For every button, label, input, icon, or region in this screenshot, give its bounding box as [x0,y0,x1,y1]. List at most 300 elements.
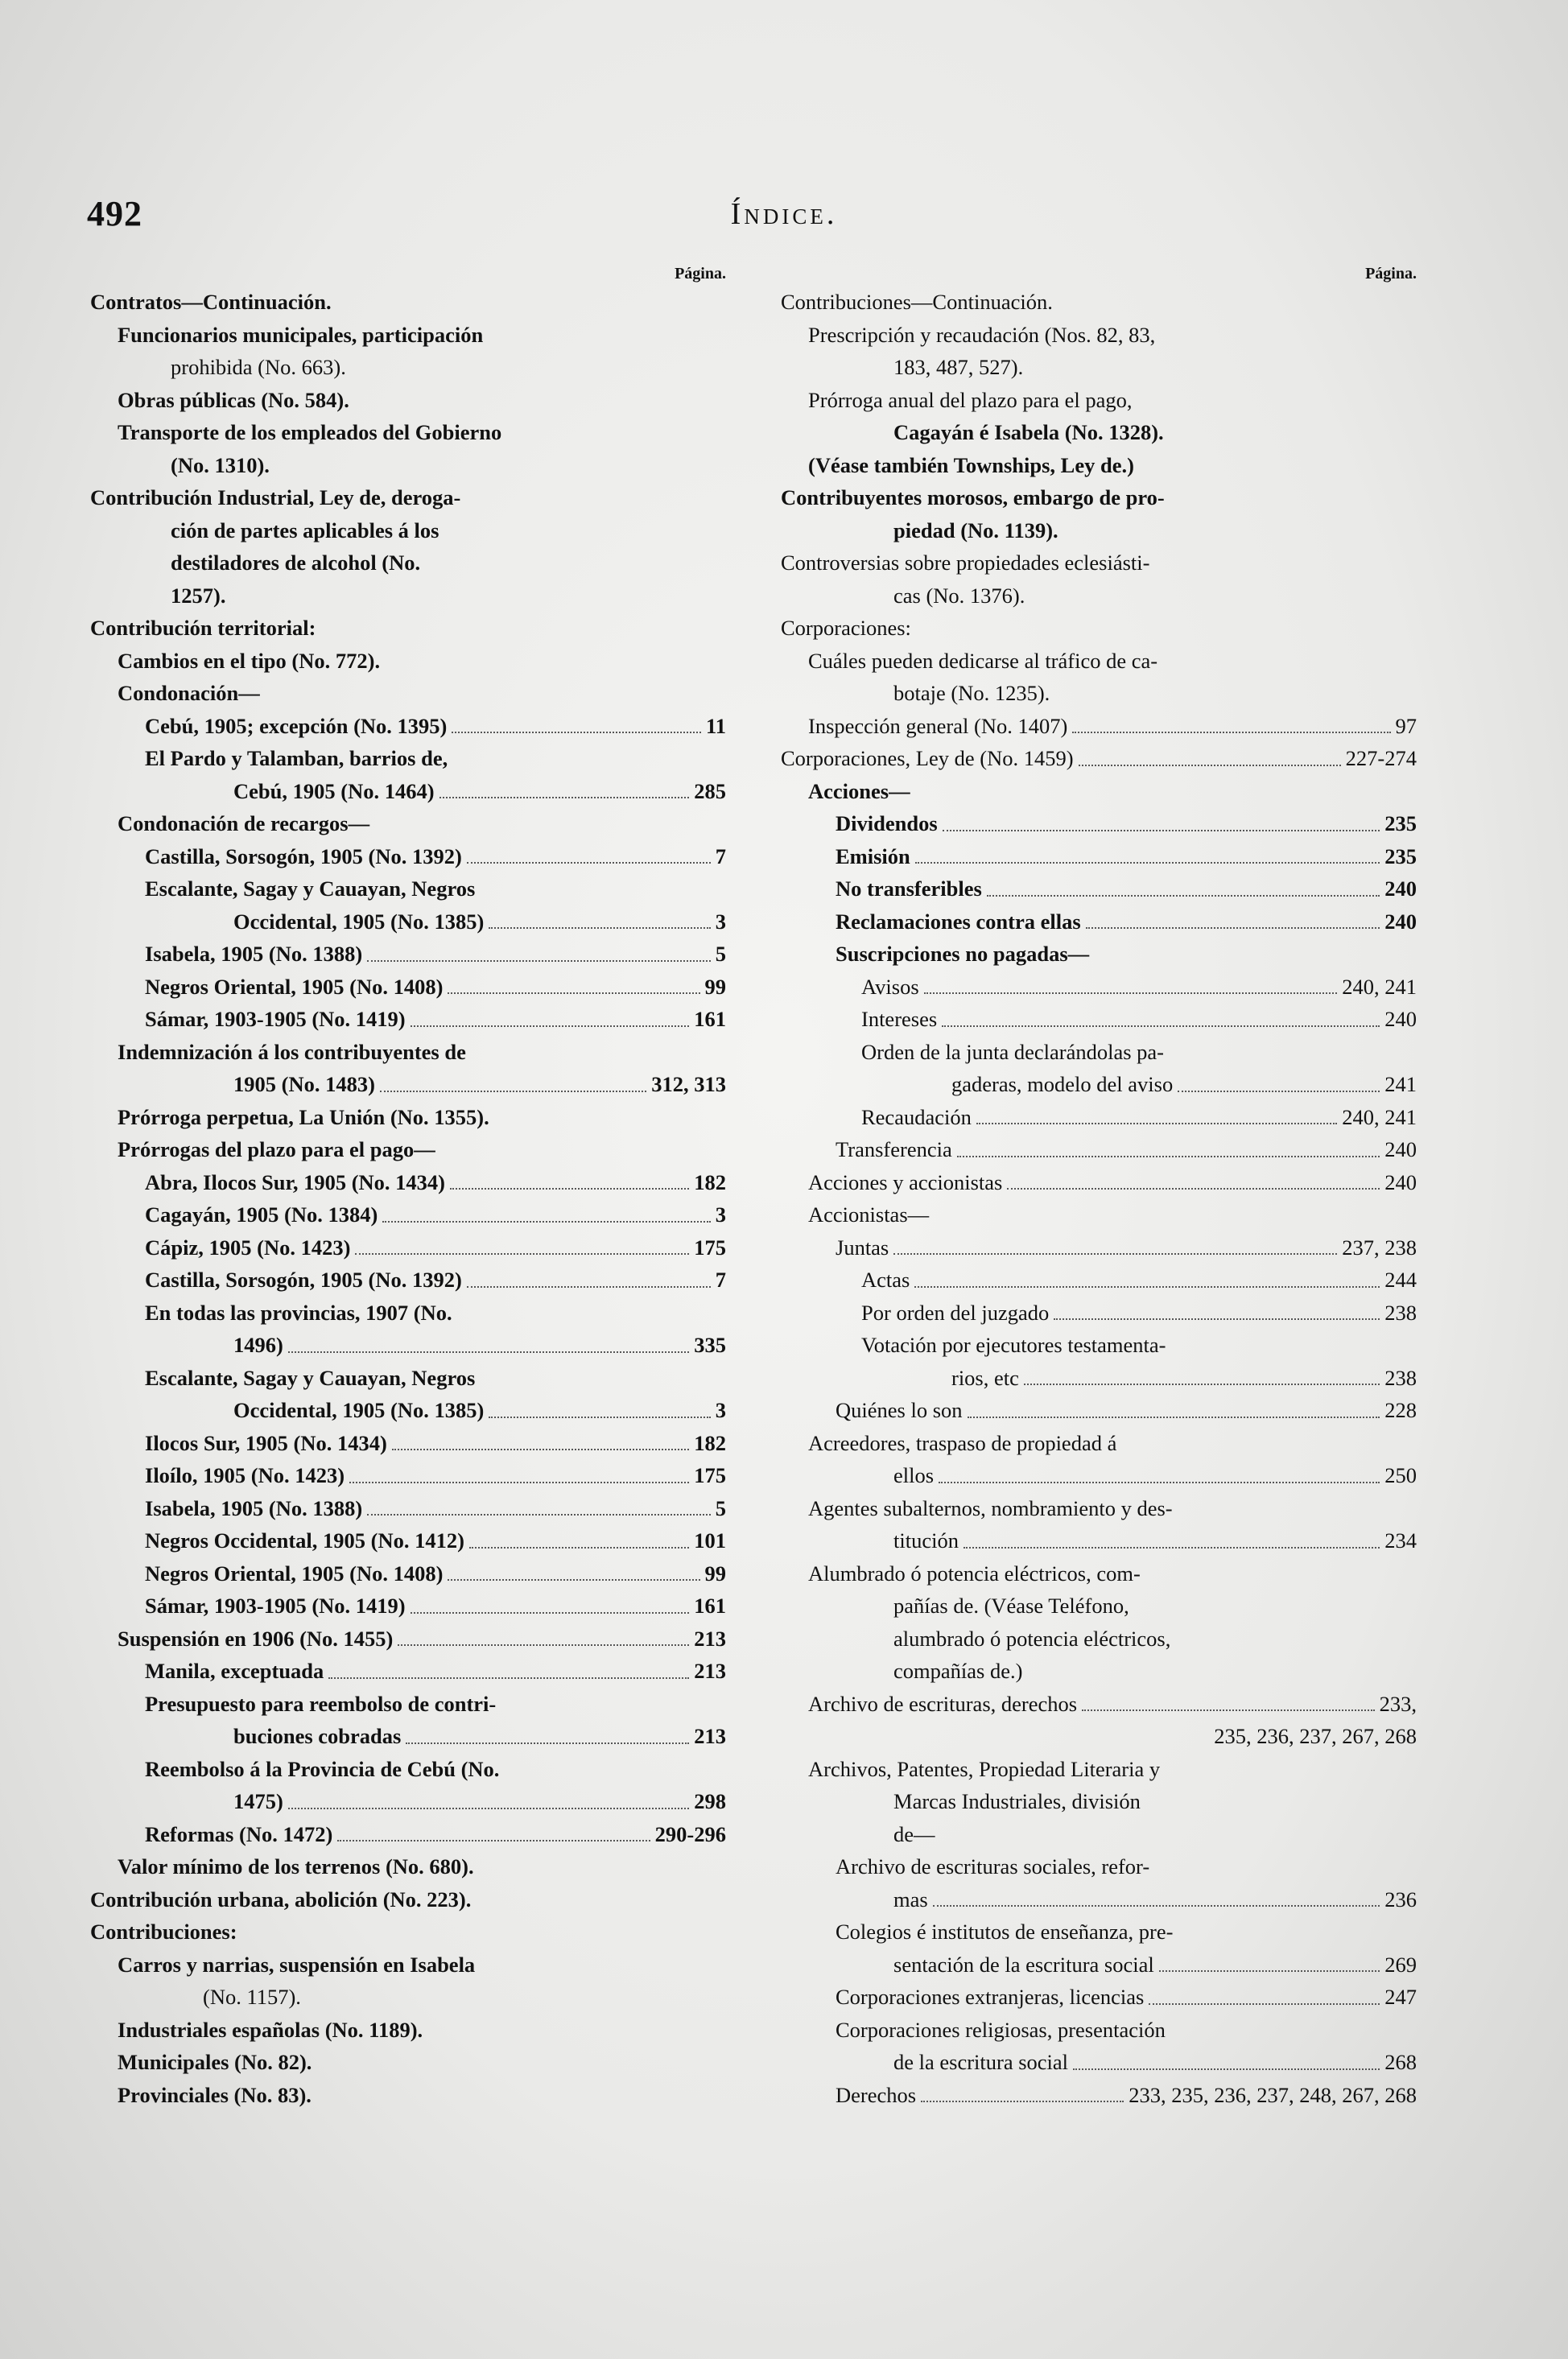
entry-page-reference: 238 [1384,1365,1417,1390]
entry-text: Transporte de los empleados del Gobierno [118,420,502,444]
entry-page-reference: 5 [715,1495,726,1520]
dot-leader [398,1644,689,1646]
index-entry [781,1916,1417,1949]
entry-page-reference: 236 [1384,1887,1417,1912]
entry-text: Suspensión en 1906 (No. 1455) [118,1626,394,1651]
index-entry [781,1753,1417,1786]
index-entry [90,1623,726,1656]
entry-page-reference: 335 [694,1333,726,1357]
dot-leader [1073,2068,1380,2070]
index-entry [781,1524,1417,1557]
entry-text: Orden de la junta declarándolas pa- [861,1039,1164,1064]
index-entry [90,286,726,319]
entry-page-reference: 99 [704,974,726,999]
index-entry [781,1068,1417,1101]
index-entry [90,1068,726,1101]
entry-text: Provinciales (No. 83). [118,2082,312,2107]
entry-text: mas [893,1887,928,1912]
index-entry [90,351,726,384]
index-entry [90,1818,726,1851]
index-entry [90,1785,726,1818]
entry-page-reference: 238 [1384,1300,1417,1325]
dot-leader [1086,927,1380,929]
dot-leader [976,1123,1337,1124]
entry-page-reference: 161 [694,1594,726,1618]
entry-text: Industriales españolas (No. 1189). [118,2017,423,2042]
index-entry [90,775,726,808]
index-entry [90,1949,726,1982]
index-entry [781,1623,1417,1656]
dot-leader [382,1221,710,1223]
left-column [90,262,726,2111]
index-entry [781,1557,1417,1590]
entry-text: Escalante, Sagay y Cauayan, Negros [145,1365,476,1390]
entry-text: gaderas, modelo del aviso [951,1072,1174,1096]
entry-page-reference: 269 [1384,1952,1417,1977]
index-entry [781,1166,1417,1199]
index-entry [90,1557,726,1590]
index-entry [781,612,1417,645]
index-entry [781,384,1417,417]
index-entry [781,1394,1417,1427]
entry-text: Valor mínimo de los terrenos (No. 680). [118,1854,474,1879]
index-entry [781,1036,1417,1069]
entry-page-reference: 240 [1384,909,1417,934]
dot-leader [939,1482,1380,1483]
index-entry [90,905,726,938]
entry-page-reference: 3 [715,1398,726,1422]
entry-page-reference: 244 [1384,1268,1417,1292]
entry-page-reference: 175 [694,1463,726,1487]
index-entry [90,612,726,645]
entry-text: Castilla, Sorsogón, 1905 (No. 1392) [145,843,462,868]
index-entry [90,2014,726,2047]
index-entry [781,2014,1417,2047]
index-entry [781,1003,1417,1036]
index-entry [90,1297,726,1330]
index-entry [781,1949,1417,1982]
entry-page-reference: 250 [1384,1463,1417,1487]
entry-text: de— [893,1821,935,1846]
entry-text: Occidental, 1905 (No. 1385) [233,1398,485,1422]
index-entry [90,645,726,678]
dot-leader [915,862,1380,864]
entry-page-reference: 240 [1384,876,1417,901]
index-entry [90,742,726,775]
entry-text: Escalante, Sagay y Cauayan, Negros [145,876,476,901]
entry-page-reference: 235 [1384,843,1417,868]
dot-leader [467,1286,711,1288]
entry-text: En todas las provincias, 1907 (No. [145,1300,452,1325]
entry-page-reference: 247 [1384,1985,1417,2009]
dot-leader [355,1253,689,1255]
index-entry [781,1688,1417,1721]
left-column-entries [90,286,726,2111]
dot-leader [1082,1709,1375,1711]
entry-page-reference: 233, 235, 236, 237, 248, 267, 268 [1129,2082,1417,2107]
index-entry [90,1590,726,1623]
entry-text: Juntas [836,1235,889,1260]
entry-page-reference: 3 [715,1202,726,1227]
entry-text: No transferibles [836,876,982,901]
entry-page-reference: 240 [1384,1169,1417,1194]
index-entry [90,1362,726,1395]
entry-text: Cebú, 1905 (No. 1464) [233,778,435,803]
entry-text: (No. 1310). [171,452,270,477]
index-entry [90,384,726,417]
entry-text: Iloílo, 1905 (No. 1423) [145,1463,345,1487]
dot-leader [1007,1188,1380,1190]
index-entry [781,2046,1417,2079]
index-entry [781,677,1417,710]
index-entry [781,1720,1417,1753]
index-entry [781,449,1417,482]
entry-text: titución [893,1528,959,1553]
dot-leader [924,992,1338,994]
index-entry [90,1492,726,1525]
entry-text: (Véase también Townships, Ley de.) [808,452,1134,477]
index-entry [781,710,1417,743]
entry-text: Contribución territorial: [90,616,316,640]
dot-leader [933,1905,1380,1907]
dot-leader [893,1253,1337,1255]
index-entry [90,1981,726,2014]
index-entry [781,775,1417,808]
entry-text: Recaudación [861,1104,972,1129]
entry-text: Manila, exceptuada [145,1659,324,1683]
index-entry [781,1785,1417,1818]
entry-text: Contratos—Continuación. [90,290,332,314]
entry-text: Alumbrado ó potencia eléctricos, com- [808,1561,1141,1586]
entry-text: botaje (No. 1235). [893,681,1050,705]
entry-text: Cagayán, 1905 (No. 1384) [145,1202,378,1227]
entry-text: Contribuyentes morosos, embargo de pro- [781,485,1165,509]
dot-leader [1079,765,1341,766]
entry-text: Colegios é institutos de enseñanza, pre- [836,1920,1174,1944]
entry-page-reference: 312, 313 [651,1072,726,1096]
entry-text: Contribuciones—Continuación. [781,290,1053,314]
index-entry [90,1101,726,1134]
entry-text: buciones cobradas [233,1724,402,1748]
index-entry [90,1133,726,1166]
entry-text: Corporaciones: [781,616,911,640]
entry-page-reference: 240 [1384,1137,1417,1161]
entry-text: Ilocos Sur, 1905 (No. 1434) [145,1430,387,1455]
dot-leader [328,1677,689,1679]
entry-text: Cambios en el tipo (No. 772). [118,648,381,673]
index-entry [781,514,1417,547]
dot-leader [337,1840,650,1841]
index-entry [781,645,1417,678]
index-entry [90,416,726,449]
index-entry [781,1101,1417,1134]
index-entry [90,1688,726,1721]
entry-text: sentación de la escritura social [893,1952,1154,1977]
index-entry [90,872,726,905]
index-entry [781,742,1417,775]
entry-page-reference: 240, 241 [1342,1104,1417,1129]
dot-leader [380,1091,646,1092]
entry-text: Acciones y accionistas [808,1169,1003,1194]
entry-text: cas (No. 1376). [893,583,1025,608]
entry-page-reference: 161 [694,1007,726,1031]
index-entry [90,677,726,710]
dot-leader [288,1808,689,1809]
dot-leader [489,1417,710,1418]
entry-page-reference: 235 [1384,811,1417,835]
entry-page-reference: 213 [694,1626,726,1651]
entry-text: Reclamaciones contra ellas [836,909,1081,934]
entry-text: Derechos [836,2082,917,2107]
index-entry [781,481,1417,514]
index-entry [781,1329,1417,1362]
index-entry [781,1850,1417,1883]
entry-text: Cebú, 1905; excepción (No. 1395) [145,713,448,738]
index-entry [90,1036,726,1069]
index-entry [90,1883,726,1916]
entry-page-reference: 233, [1379,1691,1417,1716]
index-entry [90,1720,726,1753]
entry-text: Intereses [861,1007,938,1031]
entry-text: alumbrado ó potencia eléctricos, [893,1626,1171,1651]
index-entry [781,938,1417,971]
index-entry [90,1524,726,1557]
entry-page-reference: 298 [694,1789,726,1813]
entry-page-reference: 241 [1384,1072,1417,1096]
index-entry [90,1427,726,1460]
index-entry [781,1459,1417,1492]
entry-page-reference: 182 [694,1169,726,1194]
index-entry [781,319,1417,352]
entry-text: Corporaciones, Ley de (No. 1459) [781,746,1074,770]
entry-text: Municipales (No. 82). [118,2050,312,2074]
entry-text: Dividendos [836,811,938,835]
index-entry [781,807,1417,840]
entry-text: Por orden del juzgado [861,1300,1050,1325]
entry-page-reference: 175 [694,1235,726,1260]
entry-text: Corporaciones religiosas, presentación [836,2017,1166,2042]
entry-text: Actas [861,1268,910,1292]
entry-text: Transferencia [836,1137,952,1161]
entry-text: Cagayán é Isabela (No. 1328). [893,420,1164,444]
dot-leader [406,1742,689,1744]
entry-page-reference: 99 [704,1561,726,1586]
dot-leader [452,732,701,733]
index-entry [781,1818,1417,1851]
index-entry [90,1850,726,1883]
dot-leader [469,1547,689,1549]
entry-page-reference: 227-274 [1345,746,1417,770]
index-entry [781,840,1417,873]
entry-text: Inspección general (No. 1407) [808,713,1068,738]
index-entry [781,1590,1417,1623]
entry-page-reference: 240 [1384,1007,1417,1031]
index-entry [90,2079,726,2112]
running-head: Índice. [730,197,838,231]
entry-page-reference: 11 [705,713,726,738]
index-entry [90,319,726,352]
dot-leader [1178,1091,1380,1092]
index-entry [90,1655,726,1688]
entry-text: Abra, Ilocos Sur, 1905 (No. 1434) [145,1169,445,1194]
index-entry [781,1492,1417,1525]
entry-text: Contribución urbana, abolición (No. 223). [90,1887,472,1912]
entry-text: Corporaciones extranjeras, licencias [836,1985,1145,2009]
index-entry [90,1329,726,1362]
entry-page-reference: 213 [694,1659,726,1683]
dot-leader [942,1025,1380,1027]
index-entry [90,1198,726,1231]
entry-text: prohibida (No. 663). [171,355,346,379]
entry-text: 1475) [233,1789,283,1813]
entry-text: (No. 1157). [203,1985,301,2009]
entry-text: Archivos, Patentes, Propiedad Literaria y [808,1756,1161,1781]
dot-leader [467,862,711,864]
entry-text: Condonación de recargos— [118,811,370,835]
entry-text: Prescripción y recaudación (Nos. 82, 83, [808,322,1156,347]
entry-text: Occidental, 1905 (No. 1385) [233,909,485,934]
entry-text: Obras públicas (No. 584). [118,387,349,412]
entry-text: Presupuesto para reembolso de contri- [145,1691,497,1716]
entry-page-reference: 228 [1384,1398,1417,1422]
dot-leader [288,1351,689,1353]
index-entry [90,710,726,743]
index-entry [90,1459,726,1492]
entry-text: Prórrogas del plazo para el pago— [118,1137,435,1161]
index-entry [781,1133,1417,1166]
index-entry [781,1297,1417,1330]
entry-text: Negros Oriental, 1905 (No. 1408) [145,1561,444,1586]
entry-text: Condonación— [118,681,260,705]
index-entry [781,351,1417,384]
index-entry [90,2046,726,2079]
entry-page-reference: 101 [694,1528,726,1553]
index-entry [781,416,1417,449]
dot-leader [1072,732,1390,733]
entry-text: Quiénes lo son [836,1398,963,1422]
index-entry [781,1655,1417,1688]
index-entry [90,1394,726,1427]
entry-text: Prórroga perpetua, La Unión (No. 1355). [118,1104,489,1129]
entry-text: El Pardo y Talamban, barrios de, [145,746,448,770]
entry-page-reference: 7 [715,843,726,868]
index-entry [781,1231,1417,1264]
index-entry [781,971,1417,1004]
entry-text: Agentes subalternos, nombramiento y des- [808,1495,1173,1520]
entry-page-reference: 3 [715,909,726,934]
entry-text: Negros Oriental, 1905 (No. 1408) [145,974,444,999]
entry-text: Suscripciones no pagadas— [836,942,1090,966]
entry-text: Indemnización á los contribuyentes de [118,1039,466,1064]
entry-text: pañías de. (Véase Teléfono, [893,1594,1129,1618]
index-entry [781,905,1417,938]
entry-text: Votación por ejecutores testamenta- [861,1333,1166,1357]
entry-text: Contribución Industrial, Ley de, deroga- [90,485,461,509]
index-entry [781,1198,1417,1231]
entry-text: Avisos [861,974,919,999]
entry-text: 1257). [171,583,226,608]
entry-page-reference: 290-296 [654,1821,726,1846]
dot-leader [450,1188,689,1190]
index-entry [90,449,726,482]
index-entry [90,1166,726,1199]
entry-text: ción de partes aplicables á los [171,518,439,542]
dot-leader [914,1286,1380,1288]
entry-text: 1496) [233,1333,283,1357]
index-entry [90,938,726,971]
entry-text: Negros Occidental, 1905 (No. 1412) [145,1528,464,1553]
index-entry [90,1916,726,1949]
dot-leader [921,2101,1124,2102]
entry-text: 183, 487, 527). [893,355,1024,379]
entry-text: 1905 (No. 1483) [233,1072,375,1096]
entry-text: Archivo de escrituras sociales, refor- [836,1854,1150,1879]
entry-text: Sámar, 1903-1905 (No. 1419) [145,1007,406,1031]
entry-page-reference: 285 [694,778,726,803]
dot-leader [411,1612,690,1614]
index-entry [781,872,1417,905]
index-entry [90,481,726,514]
entry-page-reference: 5 [715,942,726,966]
entry-text: Acciones— [808,778,910,803]
dot-leader [963,1547,1380,1549]
right-column-header: Página. [1365,265,1417,283]
entry-text: Reembolso á la Provincia de Cebú (No. [145,1756,500,1781]
index-entry [90,971,726,1004]
left-column-header: Página. [675,265,726,283]
dot-leader [439,797,690,798]
entry-page-reference: 97 [1395,713,1417,738]
entry-page-reference: 268 [1384,2050,1417,2074]
index-entry [781,1427,1417,1460]
dot-leader [392,1449,689,1450]
entry-text: destiladores de alcohol (No. [171,551,421,575]
entry-text: Cápiz, 1905 (No. 1423) [145,1235,351,1260]
dot-leader [367,1514,711,1516]
page-number: 492 [87,194,142,233]
index-entry [90,1264,726,1297]
dot-leader [957,1156,1380,1157]
index-entry [781,1362,1417,1395]
entry-text: rios, etc [951,1365,1019,1390]
index-entry [90,1003,726,1036]
index-entry [90,514,726,547]
entry-text: Sámar, 1903-1905 (No. 1419) [145,1594,406,1618]
dot-leader [943,830,1380,831]
index-entry [90,1231,726,1264]
index-entry [781,2079,1417,2112]
entry-text: Emisión [836,843,910,868]
entry-text: de la escritura social [893,2050,1069,2074]
index-entry [781,1883,1417,1916]
entry-text: Accionistas— [808,1202,930,1227]
entry-text: Isabela, 1905 (No. 1388) [145,1495,363,1520]
index-entry [90,546,726,579]
index-entry [781,1981,1417,2014]
entry-page-reference: 240, 241 [1342,974,1417,999]
right-column-entries [781,286,1417,2111]
entry-text: Funcionarios municipales, participación [118,322,484,347]
dot-leader [968,1417,1380,1418]
entry-text: Archivo de escrituras, derechos [808,1691,1078,1716]
dot-leader [1159,1970,1380,1972]
dot-leader [1149,2003,1380,2005]
entry-page-reference: 237, 238 [1342,1235,1417,1260]
dot-leader [1054,1318,1380,1320]
right-column [781,262,1417,2111]
dot-leader [448,1579,699,1581]
entry-page-reference: 7 [715,1268,726,1292]
